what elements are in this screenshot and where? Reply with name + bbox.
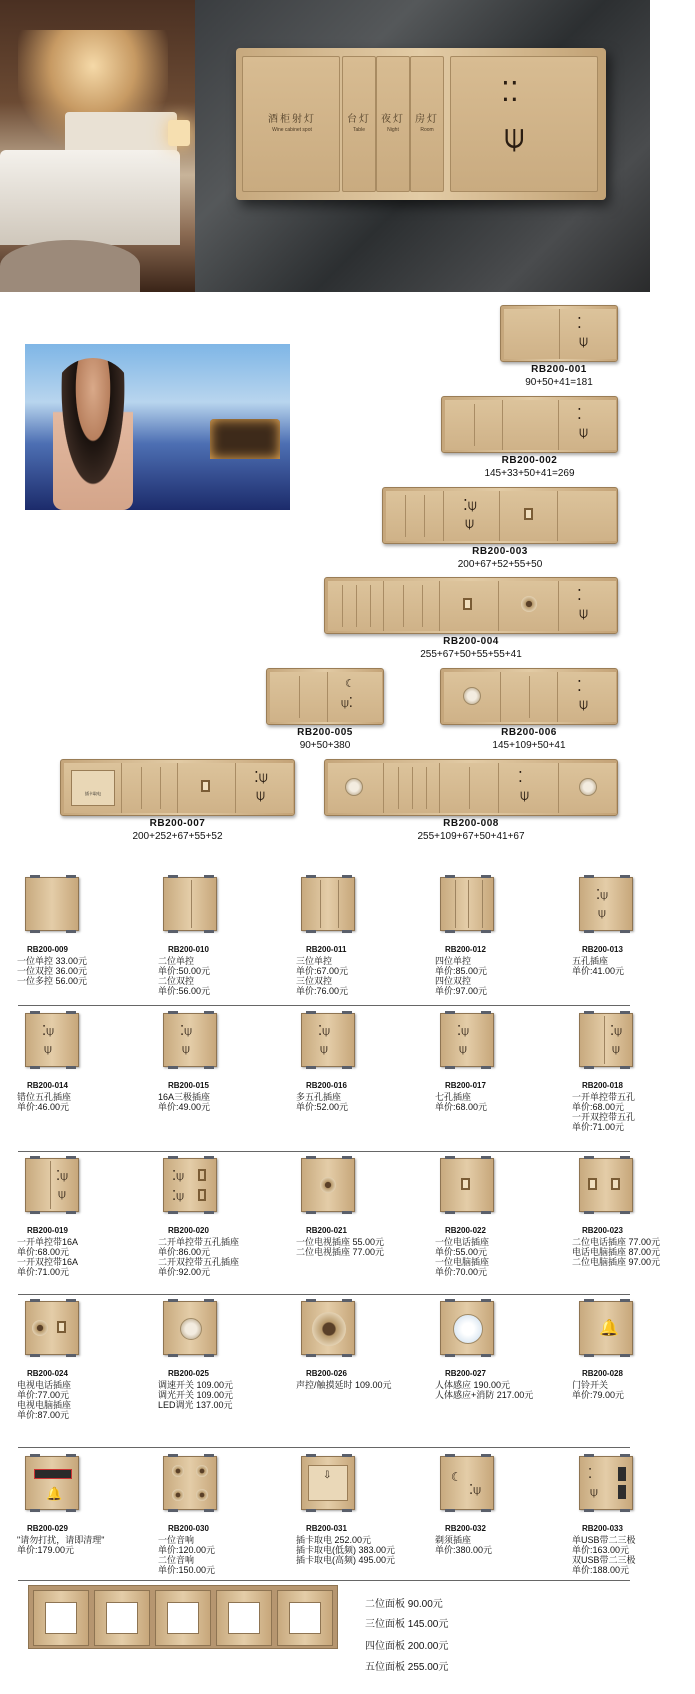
product-spec-line: 电视电脑插座 [17,1400,72,1410]
product-code: RB200-020 [168,1226,209,1235]
product-tile: ⁚ ⍦ [579,1456,633,1510]
product-code: RB200-012 [445,945,486,954]
combo-code: RB200-003 [472,546,528,557]
product-tile: ☾ ⁚⍦ [440,1456,494,1510]
product-spec-line: 单价:85.00元 [435,966,488,976]
product-tile: 🔔 [579,1301,633,1355]
product-spec-line: 一开双控带五孔 [572,1112,636,1122]
product-code: RB200-021 [306,1226,347,1235]
product-spec-line: 声控/触摸延时 109.00元 [296,1380,392,1390]
product-code: RB200-030 [168,1524,209,1533]
socket-icon: ⍦ [579,333,589,350]
product-spec-line: "请勿打扰，请即清理" [17,1535,105,1545]
product-spec-line: 单价:76.00元 [296,986,349,996]
product-tile: ⁚⍦ ⍦ [301,1013,355,1067]
row-divider [18,1151,630,1152]
product-spec-line: 单价:68.00元 [435,1102,488,1112]
product-spec-line: 二位电话插座 77.00元 [572,1237,661,1247]
product-spec-line: 人体感应 190.00元 [435,1380,511,1390]
frame-price-2: 二位面板 90.00元 [365,1599,443,1610]
dimmer-knob-icon [579,778,597,796]
product-tile [440,1158,494,1212]
product-spec-line: 单价:87.00元 [17,1410,70,1420]
product-spec-line: 单价:68.00元 [572,1102,625,1112]
product-spec-line: 二位单控 [158,956,195,966]
product-spec-line: LED调光 137.00元 [158,1400,233,1410]
product-spec-line: 单价:79.00元 [572,1390,625,1400]
combo-dims: 255+109+67+50+41+67 [417,831,525,842]
product-spec-line: 单价:179.00元 [17,1545,75,1555]
product-tile: ⁚⍦ ⁚⍦ [163,1158,217,1212]
product-spec-line: 多五孔插座 [296,1092,342,1102]
product-spec-line: 七孔插座 [435,1092,472,1102]
product-spec-line: 人体感应+消防 217.00元 [435,1390,534,1400]
product-spec-line: 单价:55.00元 [435,1247,488,1257]
blank-frames [28,1585,338,1649]
combo-dims: 145+109+50+41 [492,740,566,751]
hero-label-room: 房灯 Room [415,114,439,133]
product-spec-line: 调光开关 109.00元 [158,1390,234,1400]
product-spec-line: 单价:52.00元 [296,1102,349,1112]
product-spec-line: 四位单控 [435,956,472,966]
hero-banner [0,0,650,292]
product-code: RB200-017 [445,1081,486,1090]
frame-price-4: 四位面板 200.00元 [365,1641,449,1652]
bedroom-photo [0,0,195,292]
product-spec-line: 单价:46.00元 [17,1102,70,1112]
product-spec-line: 一开双控带16A [17,1257,79,1267]
row-divider [18,1294,630,1295]
product-tile: ⁚⍦ ⍦ [440,1013,494,1067]
product-tile: ⁚⍦ ⍦ [579,877,633,931]
product-spec-line: 插卡取电(低频) 383.00元 [296,1545,396,1555]
product-code: RB200-011 [306,945,347,954]
product-tile: ⁚⍦ ⍦ [579,1013,633,1067]
combo-dims: 145+33+50+41=269 [484,468,575,479]
product-tile [163,1456,217,1510]
combo-code: RB200-005 [297,727,353,738]
product-tile [25,1301,79,1355]
product-spec-line: 三位双控 [296,976,333,986]
combo-code: RB200-006 [501,727,557,738]
product-spec-line: 一位电视插座 55.00元 [296,1237,385,1247]
product-code: RB200-016 [306,1081,347,1090]
product-spec-line: 一位多控 56.00元 [17,976,88,986]
product-code: RB200-031 [306,1524,347,1533]
product-spec-line: 单价:163.00元 [572,1545,630,1555]
product-spec-line: 单价:70.00元 [435,1267,488,1277]
product-spec-line: 单价:68.00元 [17,1247,70,1257]
product-spec-line: 一位电话插座 [435,1237,490,1247]
dimmer-knob-icon [345,778,363,796]
combo-rb200-001 [500,305,618,391]
product-spec-line: 四位双控 [435,976,472,986]
combo-rb200-007: 插卡取电 ⁚⍦ ⍦ RB200-007 200+252+67+55+52 [60,759,295,845]
product-spec-line: 单价:71.00元 [17,1267,70,1277]
product-spec-line: 单价:150.00元 [158,1565,216,1575]
product-code: RB200-023 [582,1226,623,1235]
model-photo [25,344,290,510]
combo-rb200-005: ☾ ⍦⁚ RB200-005 90+50+380 [266,668,384,754]
row-divider [18,1005,630,1006]
product-code: RB200-029 [27,1524,68,1533]
product-spec-line: 二开单控带五孔插座 [158,1237,240,1247]
product-spec-line: 五孔插座 [572,956,609,966]
row-divider [18,1447,630,1448]
combo-rb200-008: ⁚ ⍦ RB200-008 255+109+67+50+41+67 [324,759,618,845]
product-spec-line: 电视电话插座 [17,1380,72,1390]
product-tile [579,1158,633,1212]
product-spec-line: 单价:92.00元 [158,1267,211,1277]
frame-price-3: 三位面板 145.00元 [365,1619,449,1630]
hero-label-table: 台灯 Table [347,114,371,133]
product-spec-line: 错位五孔插座 [17,1092,72,1102]
product-code: RB200-033 [582,1524,623,1533]
product-spec-line: 二位双控 [158,976,195,986]
product-spec-line: 二位音响 [158,1555,195,1565]
product-code: RB200-015 [168,1081,209,1090]
product-spec-line: 单价:56.00元 [158,986,211,996]
combo-dims: 200+67+52+55+50 [457,559,543,570]
combo-dims: 255+67+50+55+55+41 [420,649,522,660]
hero-label-wine: 酒柜射灯 Wine cabinet spot [268,114,316,133]
product-spec-line: 单USB带二三极 [572,1535,636,1545]
combo-rb200-003: ⁚⍦ ⍦ RB200-003 200+67+52+55+50 [382,487,618,573]
product-spec-line: 电话电脑插座 87.00元 [572,1247,661,1257]
product-code: RB200-026 [306,1369,347,1378]
product-spec-line: 单价:120.00元 [158,1545,216,1555]
product-spec-line: 双USB带二三极 [572,1555,636,1565]
combo-dims: 90+50+380 [299,740,351,751]
product-spec-line: 剃须插座 [435,1535,472,1545]
product-tile [163,877,217,931]
card-holder: 插卡取电 [71,770,115,806]
product-spec-line: 调速开关 109.00元 [158,1380,234,1390]
product-spec-line: 二位电视插座 77.00元 [296,1247,385,1257]
product-tile [25,877,79,931]
product-tile [163,1301,217,1355]
frame-price-5: 五位面板 255.00元 [365,1662,449,1673]
product-spec-line: 单价:97.00元 [435,986,488,996]
product-code: RB200-013 [582,945,623,954]
combo-rb200-004: ⁚ ⍦ RB200-004 255+67+50+55+55+41 [324,577,618,663]
combo-code: RB200-008 [443,818,499,829]
product-spec-line: 三位单控 [296,956,333,966]
product-code: RB200-028 [582,1369,623,1378]
product-spec-line: 单价:50.00元 [158,966,211,976]
product-code: RB200-018 [582,1081,623,1090]
product-code: RB200-010 [168,945,209,954]
combo-dims: 200+252+67+55+52 [132,831,223,842]
product-spec-line: 16A三极插座 [158,1092,211,1102]
product-code: RB200-019 [27,1226,68,1235]
product-code: RB200-009 [27,945,68,954]
product-spec-line: 单价:71.00元 [572,1122,625,1132]
product-tile [301,1301,355,1355]
combo-code: RB200-002 [501,455,558,466]
combo-code: RB200-007 [149,818,206,829]
hero-label-night: 夜灯 Night [381,114,405,133]
hero-switch-panel [236,48,606,200]
product-spec-line: 一位电脑插座 [435,1257,490,1267]
product-code: RB200-014 [27,1081,68,1090]
product-spec-line: 单价:67.00元 [296,966,349,976]
product-spec-line: 单价:380.00元 [435,1545,493,1555]
product-spec-line: 一开单控带16A [17,1237,79,1247]
product-spec-line: 一位单控 33.00元 [17,956,88,966]
product-spec-line: 门铃开关 [572,1380,609,1390]
product-tile: 🔔 [25,1456,79,1510]
product-spec-line: 二开双控带五孔插座 [158,1257,240,1267]
dimmer-knob-icon [463,687,481,705]
product-tile [301,877,355,931]
product-spec-line: 一位音响 [158,1535,195,1545]
socket-icon: ⁚ [577,315,582,332]
product-code: RB200-027 [445,1369,486,1378]
combo-rb200-002: ⁚ ⍦ RB200-002 145+33+50+41=269 [441,396,618,482]
product-tile: ⁚⍦ ⍦ [25,1158,79,1212]
product-spec-line: 插卡取电 252.00元 [296,1535,372,1545]
product-tile [440,1301,494,1355]
product-code: RB200-022 [445,1226,486,1235]
combo-code: RB200-001 [531,364,587,375]
hero-socket-three-pin-icon: ⍦ [504,118,525,156]
product-tile [440,877,494,931]
product-spec-line: 插卡取电(高频) 495.00元 [296,1555,396,1565]
product-tile [301,1158,355,1212]
product-spec-line: 单价:41.00元 [572,966,625,976]
hero-socket-two-pin-icon: ⁚⁚ [501,76,519,107]
product-spec-line: 单价:86.00元 [158,1247,211,1257]
product-code: RB200-025 [168,1369,209,1378]
row-divider [18,1580,630,1581]
product-code: RB200-024 [27,1369,68,1378]
combo-dims: 90+50+41=181 [525,377,593,388]
product-spec-line: 一开单控带五孔 [572,1092,636,1102]
combo-code: RB200-004 [443,636,499,647]
product-tile: ⁚⍦ ⍦ [163,1013,217,1067]
product-tile: ⁚⍦ ⍦ [25,1013,79,1067]
product-spec-line: 单价:188.00元 [572,1565,630,1575]
product-code: RB200-032 [445,1524,486,1533]
product-spec-line: 二位电脑插座 97.00元 [572,1257,661,1267]
combo-rb200-006: ⁚ ⍦ RB200-006 145+109+50+41 [440,668,618,754]
product-spec-line: 单价:77.00元 [17,1390,70,1400]
product-spec-line: 一位双控 36.00元 [17,966,88,976]
product-spec-line: 单价:49.00元 [158,1102,211,1112]
product-tile: ⇩ [301,1456,355,1510]
